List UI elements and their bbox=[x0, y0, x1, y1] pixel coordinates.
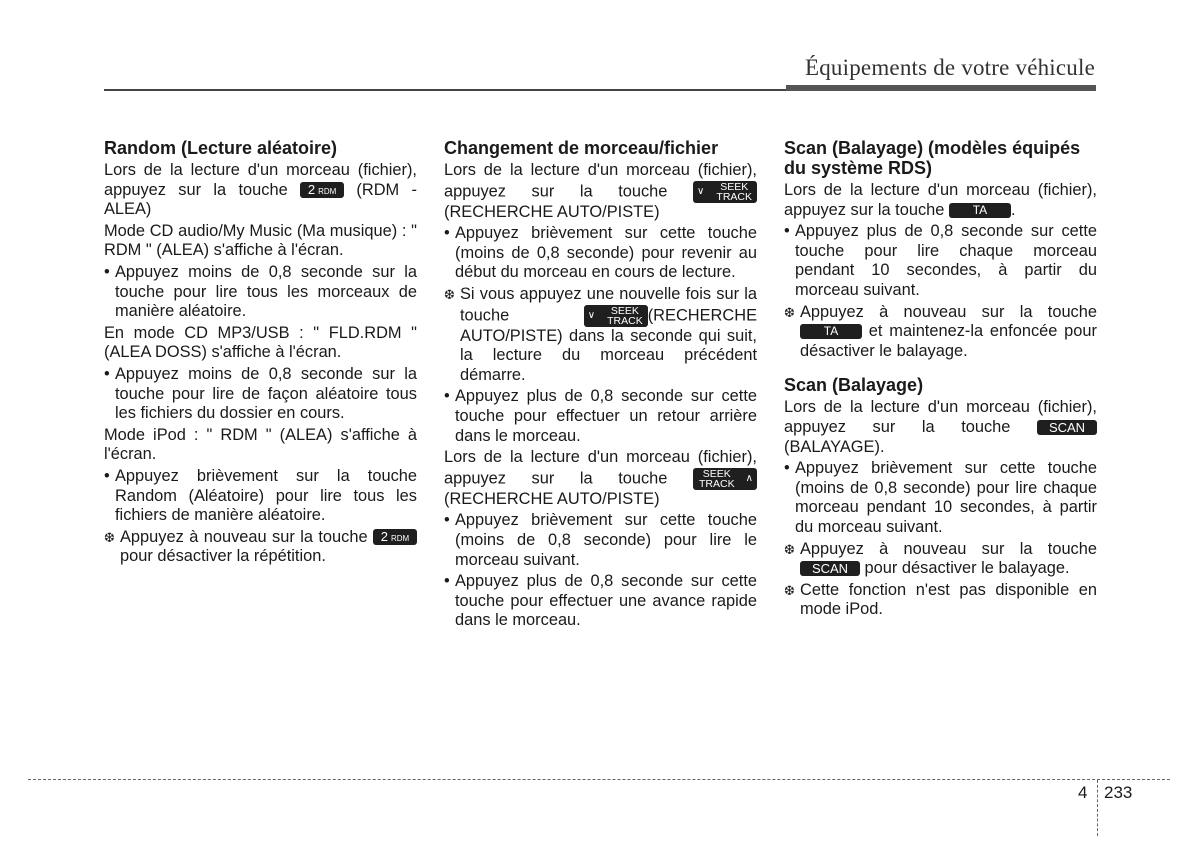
section-title-scan: Scan (Balayage) bbox=[784, 375, 924, 396]
column-scan bbox=[784, 138, 1097, 622]
note-item: ❆ Si vous appuyez une nouvelle fois sur la touche ∨ SEEK TRACK (RECHERCHE AUTO/PISTE) dans la seconde qui suit, la lecture du morceau précédent démarre. bbox=[444, 285, 757, 385]
header-rule-thick bbox=[786, 85, 1096, 91]
seek-track-down-button-icon: ∨ SEEK TRACK bbox=[584, 305, 648, 327]
column-track-change bbox=[444, 138, 757, 633]
ta-button-icon: TA bbox=[800, 324, 862, 339]
section-title-random: Random (Lecture aléatoire) bbox=[104, 138, 338, 158]
paragraph: Lors de la lecture d'un morceau (fichier), appuyez sur la touche 2 RDM (RDM - ALEA) bbox=[104, 161, 417, 219]
note-item: ❆ Appuyez à nouveau sur la touche 2 RDM pour désactiver la répétition. bbox=[104, 528, 417, 567]
bullet-item: • Appuyez brièvement sur cette touche (moins de 0,8 seconde) pour lire le morceau suivant. bbox=[444, 511, 757, 570]
paragraph: Lors de la lecture d'un morceau (fichier), appuyez sur la touche ∨ SEEK TRACK (RECHERCHE AUTO/PISTE) bbox=[444, 161, 757, 221]
footer-dashed-rule bbox=[28, 779, 1170, 780]
scan-button-icon: SCAN bbox=[800, 561, 860, 576]
paragraph: En mode CD MP3/USB : " FLD.RDM " (ALEA DOSS) s'affiche à l'écran. bbox=[104, 323, 417, 362]
page-number: 233 bbox=[1104, 783, 1133, 802]
chevron-up-icon: ∧ bbox=[745, 472, 753, 484]
paragraph: Lors de la lecture d'un morceau (fichier), appuyez sur la touche TA . bbox=[784, 181, 1097, 219]
bullet-item: • Appuyez brièvement sur cette touche (moins de 0,8 seconde) pour lire chaque morceau pendant 10 secondes, à partir du morceau suivant. bbox=[784, 459, 1097, 537]
paragraph: Mode CD audio/My Music (Ma musique) : " RDM " (ALEA) s'affiche à l'écran. bbox=[104, 221, 417, 260]
chapter-number: 4 bbox=[1078, 783, 1088, 802]
header-rule-thin bbox=[104, 89, 786, 91]
column-random bbox=[104, 138, 417, 569]
section-title-track-change: Changement de morceau/fichier bbox=[444, 138, 719, 158]
section-title-scan-rds: Scan (Balayage) (modèles équipés du système RDS) bbox=[784, 138, 1081, 178]
scan-button-icon: SCAN bbox=[1037, 420, 1097, 435]
note-item: ❆ Cette fonction n'est pas disponible en mode iPod. bbox=[784, 581, 1097, 620]
bullet-item: • Appuyez moins de 0,8 seconde sur la touche pour lire tous les morceaux de manière aléatoire. bbox=[104, 263, 417, 322]
footer-dashed-divider bbox=[1097, 780, 1098, 836]
bullet-item: • Appuyez plus de 0,8 seconde sur cette touche pour effectuer un retour arrière dans le morceau. bbox=[444, 387, 757, 446]
bullet-item: • Appuyez brièvement sur la touche Random (Aléatoire) pour lire tous les fichiers de manière aléatoire. bbox=[104, 467, 417, 526]
paragraph: Lors de la lecture d'un morceau (fichier), appuyez sur la touche SEEK TRACK ∧ (RECHERCHE AUTO/PISTE) bbox=[444, 448, 757, 508]
bullet-item: • Appuyez plus de 0,8 seconde sur cette touche pour effectuer une avance rapide dans le morceau. bbox=[444, 572, 757, 631]
paragraph: Mode iPod : " RDM " (ALEA) s'affiche à l'écran. bbox=[104, 425, 417, 464]
bullet-item: • Appuyez brièvement sur cette touche (moins de 0,8 seconde) pour revenir au début du morceau en cours de lecture. bbox=[444, 224, 757, 283]
seek-track-up-button-icon: SEEK TRACK ∧ bbox=[693, 468, 757, 490]
chevron-down-icon: ∨ bbox=[697, 185, 705, 197]
rdm-button-icon: 2 RDM bbox=[300, 182, 344, 198]
bullet-item: • Appuyez moins de 0,8 seconde sur la touche pour lire de façon aléatoire tous les fichiers du dossier en cours. bbox=[104, 365, 417, 424]
rdm-button-icon: 2 RDM bbox=[373, 529, 417, 545]
paragraph: Lors de la lecture d'un morceau (fichier), appuyez sur la touche SCAN (BALAYAGE). bbox=[784, 398, 1097, 456]
note-item: ❆ Appuyez à nouveau sur la touche SCAN pour désactiver le balayage. bbox=[784, 540, 1097, 579]
ta-button-icon: TA bbox=[949, 203, 1011, 218]
seek-track-down-button-icon: ∨ SEEK TRACK bbox=[693, 181, 757, 203]
page-header-title: Équipements de votre véhicule bbox=[804, 55, 1095, 80]
note-item: ❆ Appuyez à nouveau sur la touche TA et maintenez-la enfoncée pour désactiver le balayage. bbox=[784, 303, 1097, 362]
bullet-item: • Appuyez plus de 0,8 seconde sur cette touche pour lire chaque morceau pendant 10 secondes, à partir du morceau suivant. bbox=[784, 222, 1097, 300]
chevron-down-icon: ∨ bbox=[587, 309, 596, 321]
